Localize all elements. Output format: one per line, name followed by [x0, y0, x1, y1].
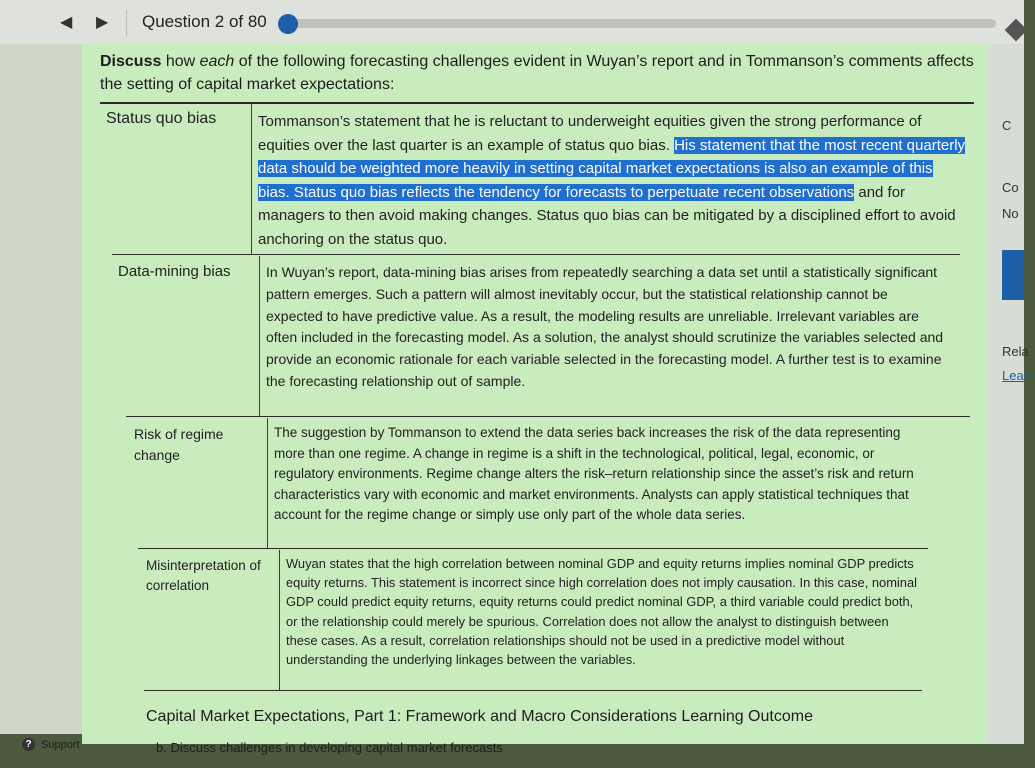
table-top-border: [100, 102, 974, 104]
row4-divider: [279, 550, 280, 690]
question-navigation-bar: [0, 0, 1024, 44]
question-prompt: [100, 50, 980, 96]
row1-bottom-border: [112, 254, 960, 255]
related-heading: Rela: [1002, 344, 1029, 359]
pen-icon[interactable]: [1005, 19, 1028, 42]
progress-slider-handle[interactable]: [278, 14, 298, 34]
right-panel-text-1: C: [1002, 118, 1012, 133]
row3-divider: [267, 418, 268, 548]
help-icon: ?: [22, 738, 35, 751]
row-label-data-mining-bias: Data-mining bias: [118, 263, 231, 280]
right-panel-text-2: Co: [1002, 180, 1019, 195]
left-rail: [0, 44, 82, 734]
selected-text-highlight[interactable]: His statement that the most recent quarterly data should be weighted more heavily in setting capital market expectations is also an example of this bias. Status quo bias reflects the tendency for forecasts to perpetuate recent observations: [258, 136, 966, 201]
learn-link[interactable]: Learn: [1002, 368, 1035, 383]
row-text-risk-of-regime-change: The suggestion by Tommanson to extend the data series back increases the risk of the data representing more than one regime. A change in regime is a shift in the technological, political, legal, economic, or regulatory environments. Regime change alters the risk–return relationship since the asset’s risk and return characteristics vary with economic and market environments. Analysts can apply statistical techniques that account for the regime change or simply use only part of the whole data series.: [274, 425, 914, 523]
row2-bottom-border: [126, 416, 970, 417]
row-label-risk-of-regime-change: Risk of regime change: [134, 426, 224, 463]
row-label-misinterpretation-of-correlation: Misinterpretation of correlation: [146, 558, 261, 593]
question-progress-bar[interactable]: [280, 19, 996, 28]
next-question-icon[interactable]: ▶: [96, 14, 109, 31]
prompt-each: each: [199, 53, 235, 70]
support-link[interactable]: [22, 738, 80, 751]
nav-divider: [126, 10, 127, 36]
prompt-verb: Discuss: [100, 53, 162, 70]
row1-divider: [251, 104, 252, 254]
right-panel-text-3: No: [1002, 206, 1019, 221]
table-bottom-border: [144, 690, 922, 691]
row-label-status-quo-bias: Status quo bias: [106, 110, 217, 127]
right-panel-button[interactable]: [1002, 250, 1024, 300]
prompt-text-a: how: [161, 53, 200, 70]
support-label: Support: [41, 738, 80, 751]
status-quo-text-b: and for managers to then avoid making changes. Status quo bias can be mitigated by a disciplined effort to avoid anchoring on the status quo.: [258, 183, 956, 248]
right-side-panel: [988, 44, 1035, 744]
row-text-misinterpretation-of-correlation: Wuyan states that the high correlation between nominal GDP and equity returns implies nominal GDP predicts equity returns. This statement is incorrect since high correlation does not imply causation. In this case, nominal GDP could predict equity returns, equity returns could predict nominal GDP, a third variable could predict both, or the relationship could merely be spurious. Correlation does not allow the analyst to distinguish between these cases. As a result, correlation relationships should not be used in a predictive model without understanding the underlying linkages between the variables.: [286, 556, 917, 668]
question-counter: Question 2 of 80: [142, 12, 267, 31]
row-text-status-quo-bias: [258, 110, 966, 251]
row3-bottom-border: [138, 548, 928, 549]
learning-outcome-statement: b. Discuss challenges in developing capital market forecasts: [156, 740, 503, 755]
row-text-data-mining-bias: In Wuyan’s report, data-mining bias arises from repeatedly searching a data set until a statistically significant pattern emerges. Such a pattern will almost inevitably occur, but the statistical relationship cannot be expected to have predictive value. As a result, the modeling results are unreliable. Irrelevant variables are often included in the forecasting model. As a solution, the analyst should scrutinize the variables selected and provide an economic rationale for each variable selected in the forecasting model. A further test is to examine the forecasting relationship out of sample.: [266, 264, 944, 389]
status-quo-text-a: Tommanson’s statement that he is reluctant to underweight equities given the strong performance of equities over the last quarter is an example of status quo bias.: [258, 113, 922, 154]
learning-outcome-title: Capital Market Expectations, Part 1: Framework and Macro Considerations Learning Outcome: [146, 708, 813, 725]
row2-divider: [259, 256, 260, 416]
prompt-text-b: of the following forecasting challenges evident in Wuyan’s report and in Tommanson’s comments affects the setting of capital market expectations:: [100, 53, 974, 93]
previous-question-icon[interactable]: ◀: [60, 14, 73, 31]
